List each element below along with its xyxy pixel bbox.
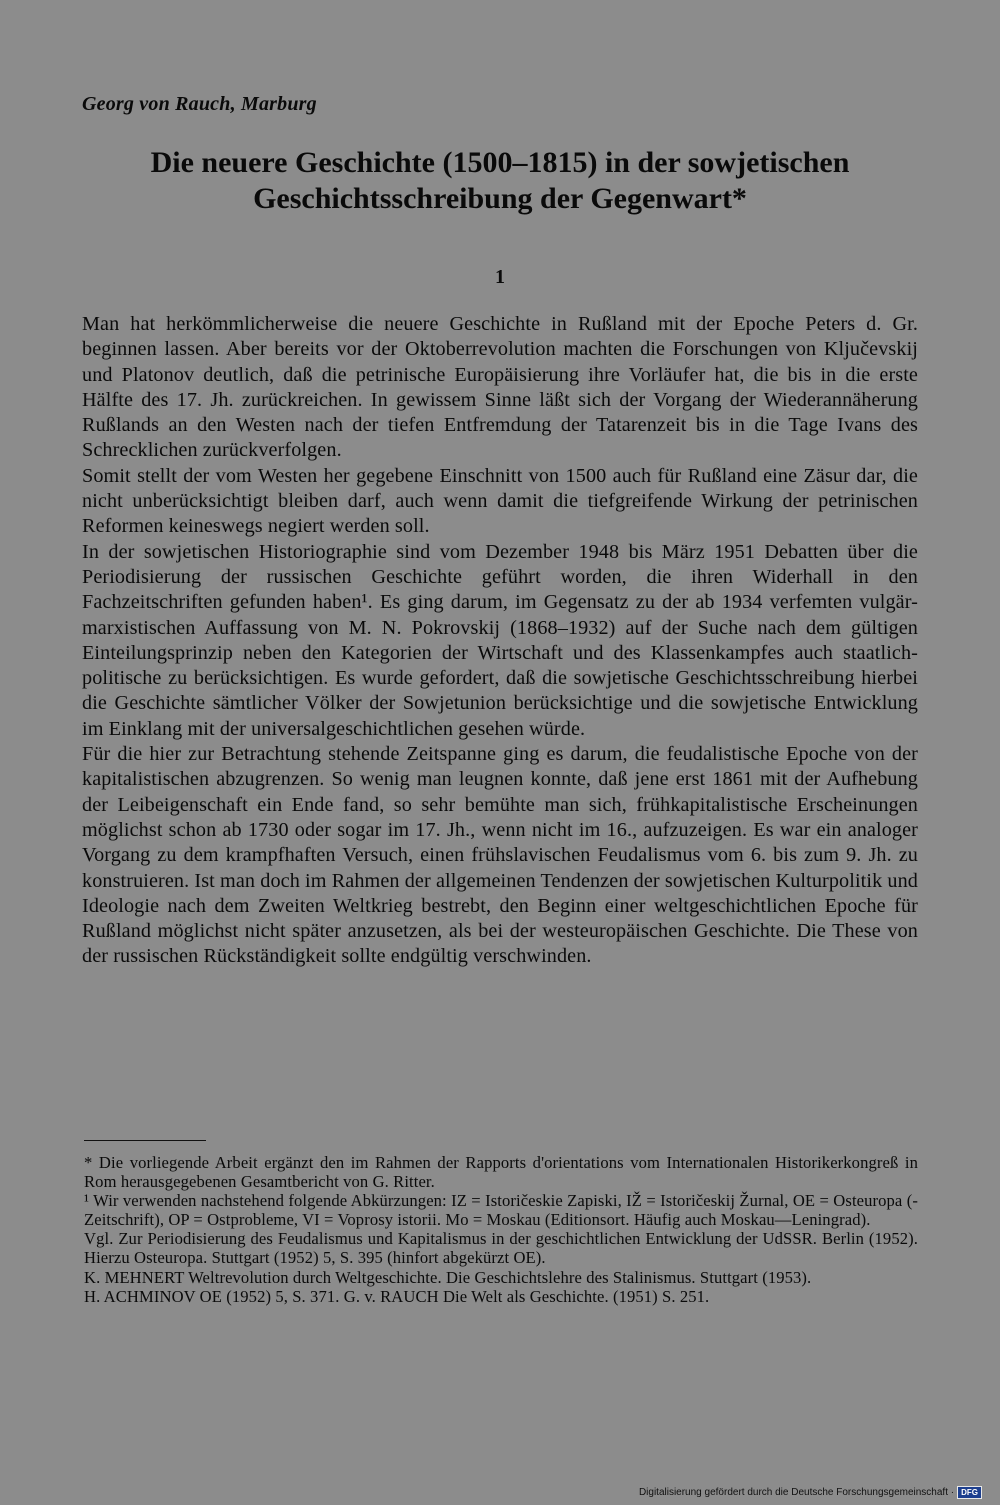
- footnote: K. MEHNERT Weltrevolution durch Weltgeschichte. Die Geschichtslehre des Stalinismus. Stuttgart (1953).: [84, 1267, 812, 1287]
- body-paragraph: In der sowjetischen Historiographie sind vom Dezember 1948 bis März 1951 Debatten über die Periodisierung der russischen Geschichte geführt worden, die ihren Widerhall in den Fachzeitschriften gefunden haben¹. Es ging darum, im Gegensatz zu der ab 1934 verfemten vulgär-marxistischen Auffassung von M. N. Pokrovskij (1868–1932) auf der Suche nach dem gültigen Einteilungsprinzip neben den Kategorien der Wirtschaft und des Klassenkampfes auch staatlich-politische zu berücksichtigen. Es wurde gefordert, daß die sowjetische Geschichtsschreibung hierbei die Geschichte sämtlicher Völker der Sowjetunion berücksichtige und die sowjetische Entwicklung im Einklang mit der universalgeschichtlichen gesehen würde.: [82, 540, 918, 740]
- body-paragraph: Für die hier zur Betrachtung stehende Zeitspanne ging es darum, die feudalistische Epoche von der kapitalistischen abzugrenzen. So wenig man leugnen konnte, daß jene erst 1861 mit der Aufhebung der Leibeigenschaft ein Ende fand, so sehr bemühte man sich, frühkapitalistische Erscheinungen möglichst schon ab 1730 oder sogar im 17. Jh., wenn nicht im 16., aufzuzeigen. Es war ein analoger Vorgang zu dem krampfhaften Versuch, einen frühslavischen Feudalismus vom 6. bis zum 9. Jh. zu konstruieren. Ist man doch im Rahmen der allgemeinen Tendenzen der sowjetischen Kulturpolitik und Ideologie nach dem Zweiten Weltkrieg bestrebt, den Beginn einer weltgeschichtlichen Epoche für Rußland möglichst nicht später anzusetzen, als bei der westeuropäischen Geschichte. Die These von der russischen Rückständigkeit sollte endgültig verschwinden.: [82, 743, 918, 968]
- author-line: Georg von Rauch, Marburg: [82, 93, 317, 115]
- footnote: H. ACHMINOV OE (1952) 5, S. 371. G. v. RAUCH Die Welt als Geschichte. (1951) S. 251.: [84, 1286, 710, 1306]
- footnote: * Die vorliegende Arbeit ergänzt den im Rahmen der Rapports d'orientations vom Internationalen Historikerkongreß in Rom herausgegebenen Gesamtbericht von G. Ritter.: [84, 1153, 918, 1192]
- body-paragraph: Somit stellt der vom Westen her gegebene Einschnitt von 1500 auch für Rußland eine Zäsur dar, die nicht unberücksichtigt bleiben darf, auch wenn damit die tiefgreifende Wirkung der petrinischen Reformen keineswegs negiert werden soll.: [82, 464, 918, 538]
- dfg-logo-icon: DFG: [957, 1486, 982, 1499]
- article-title: Die neuere Geschichte (1500–1815) in der sowjetischen Geschichtsschreibung der Gegenwart*: [150, 146, 850, 215]
- digitization-credit: [639, 1486, 982, 1499]
- footnote: ¹ Wir verwenden nachstehend folgende Abkürzungen: IZ = Istoričeskie Zapiski, IŽ = Istoričeskij Žurnal, OE = Osteuropa (-Zeitschrift), OP = Ostprobleme, VI = Voprosy istorii. Mo = Moskau (Editionsort. Häufig auch Moskau—Leningrad).: [84, 1191, 918, 1230]
- footnote: Vgl. Zur Periodisierung des Feudalismus und Kapitalismus in der geschichtlichen Entwicklung der UdSSR. Berlin (1952). Hierzu Osteuropa. Stuttgart (1952) 5, S. 395 (hinfort abgekürzt OE).: [84, 1229, 918, 1268]
- body-paragraph: Man hat herkömmlicherweise die neuere Geschichte in Rußland mit der Epoche Peters d. Gr. beginnen lassen. Aber bereits vor der Oktoberrevolution machten die Forschungen von Ključevskij und Platonov deutlich, daß die petrinische Europäisierung ihre Vorläufer hat, die bis in die erste Hälfte des 17. Jh. zurückreichen. In gewissem Sinne läßt sich der Vorgang der Wiederannäherung Rußlands an den Westen nach der tiefen Entfremdung der Tatarenzeit bis in die Tage Ivans des Schrecklichen zurückverfolgen.: [82, 313, 918, 462]
- credit-text: Digitalisierung gefördert durch die Deutsche Forschungsgemeinschaft ·: [638, 1487, 955, 1498]
- footnote-divider: [84, 1140, 206, 1141]
- body-text: [82, 312, 918, 970]
- section-number: 1: [495, 266, 505, 288]
- footnotes: [84, 1153, 918, 1306]
